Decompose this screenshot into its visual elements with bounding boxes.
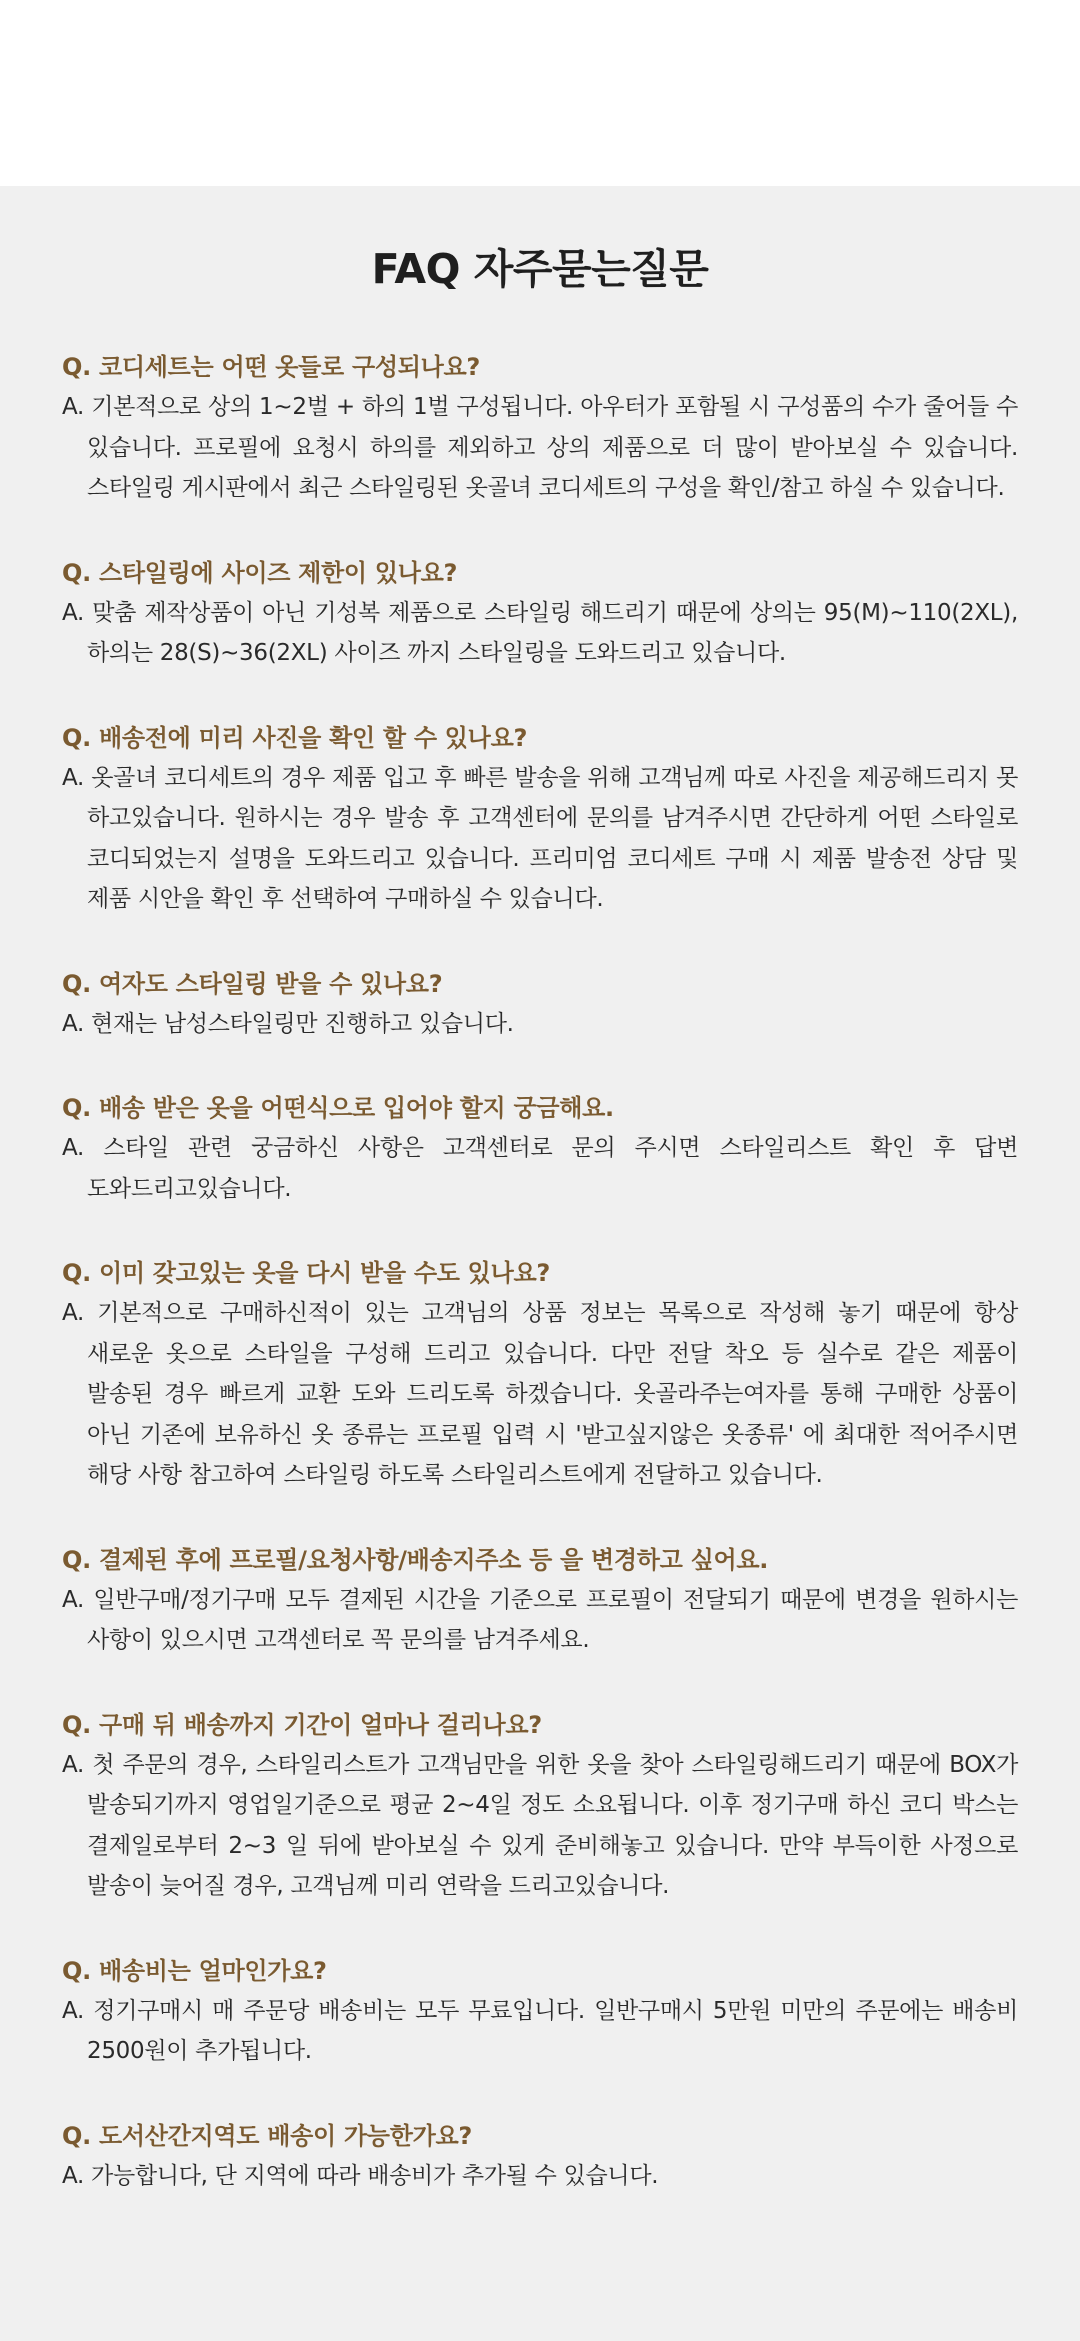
faq-question: Q. 결제된 후에 프로필/요청사항/배송지주소 등 을 변경하고 싶어요. xyxy=(62,1545,769,1574)
faq-item xyxy=(62,1951,1018,2072)
faq-question: Q. 도서산간지역도 배송이 가능한가요? xyxy=(62,2121,472,2150)
faq-item xyxy=(62,347,1018,509)
faq-section xyxy=(0,186,1080,2341)
faq-item xyxy=(62,553,1018,674)
faq-answer: A. 정기구매시 매 주문당 배송비는 모두 무료입니다. 일반구매시 5만원 미만의 주문에는 배송비 2500원이 추가됩니다. xyxy=(62,1997,1018,2064)
faq-question: Q. 스타일링에 사이즈 제한이 있나요? xyxy=(62,558,458,587)
faq-list xyxy=(62,347,1018,2196)
faq-answer: A. 스타일 관련 궁금하신 사항은 고객센터로 문의 주시면 스타일리스트 확인 후 답변 도와드리고있습니다. xyxy=(62,1135,1018,1202)
faq-question: Q. 코디세트는 어떤 옷들로 구성되나요? xyxy=(62,353,481,381)
faq-question: Q. 배송 받은 옷을 어떤식으로 입어야 할지 궁금해요. xyxy=(62,1094,614,1122)
faq-answer: A. 옷골녀 코디세트의 경우 제품 입고 후 빠른 발송을 위해 고객님께 따로 사진을 제공해드리지 못 하고있습니다. 원하시는 경우 발송 후 고객센터에 문의를 남겨주시면 간단하게 어떤 스타일로 코디되었는지 설명을 도와드리고 있습니다. 프리미엄 코디세트 구매 시 제품 발송전 상담 및 제품 시안을 확인 후 선택하여 구매하실 수 있습니다. xyxy=(62,764,1018,912)
faq-title: FAQ 자주묻는질문 xyxy=(371,245,709,293)
faq-answer: A. 기본적으로 상의 1~2벌 + 하의 1벌 구성됩니다. 아우터가 포함될 시 구성품의 수가 줄어들 수 있습니다. 프로필에 요청시 하의를 제외하고 상의 제품으로 더 많이 받아보실 수 있습니다. 스타일링 게시판에서 최근 스타일링된 옷골녀 코디세트의 구성을 확인/참고 하실 수 있습니다. xyxy=(62,394,1018,501)
faq-answer: A. 첫 주문의 경우, 스타일리스트가 고객님만을 위한 옷을 찾아 스타일링해드리기 때문에 BOX가 발송되기까지 영업일기준으로 평균 2~4일 정도 소요됩니다. 이후 정기구매 하신 코디 박스는 결제일로부터 2~3 일 뒤에 받아보실 수 있게 준비해놓고 있습니다. 만약 부득이한 사정으로 발송이 늦어질 경우, 고객님께 미리 연락을 드리고있습니다. xyxy=(62,1751,1018,1899)
faq-question: Q. 여자도 스타일링 받을 수 있나요? xyxy=(62,969,443,998)
faq-question: Q. 구매 뒤 배송까지 기간이 얼마나 걸리나요? xyxy=(62,1710,542,1739)
faq-question: Q. 배송비는 얼마인가요? xyxy=(62,1956,327,1985)
faq-item xyxy=(62,964,1018,1045)
faq-item xyxy=(62,1540,1018,1661)
faq-question: Q. 이미 갖고있는 옷을 다시 받을 수도 있나요? xyxy=(62,1259,550,1287)
faq-answer: A. 기본적으로 구매하신적이 있는 고객님의 상품 정보는 목록으로 작성해 놓기 때문에 항상 새로운 옷으로 스타일을 구성해 드리고 있습니다. 다만 전달 착오 등 실수로 같은 제품이 발송된 경우 빠르게 교환 도와 드리도록 하겠습니다. 옷골라주는여자를 통해 구매한 상품이 아닌 기존에 보유하신 옷 종류는 프로필 입력 시 '받고싶지않은 옷종류' 에 최대한 적어주시면 해당 사항 참고하여 스타일링 하도록 스타일리스트에게 전달하고 있습니다. xyxy=(62,1300,1018,1488)
faq-item xyxy=(62,1088,1018,1209)
faq-answer: A. 가능합니다, 단 지역에 따라 배송비가 추가될 수 있습니다. xyxy=(62,2162,659,2189)
faq-item xyxy=(62,2116,1018,2197)
faq-answer: A. 일반구매/정기구매 모두 결제된 시간을 기준으로 프로필이 전달되기 때문에 변경을 원하시는 사항이 있으시면 고객센터로 꼭 문의를 남겨주세요. xyxy=(62,1586,1018,1653)
faq-question: Q. 배송전에 미리 사진을 확인 할 수 있나요? xyxy=(62,723,528,752)
faq-answer: A. 현재는 남성스타일링만 진행하고 있습니다. xyxy=(62,1010,514,1037)
faq-item xyxy=(62,718,1018,920)
faq-answer: A. 맞춤 제작상품이 아닌 기성복 제품으로 스타일링 해드리기 때문에 상의는 95(M)~110(2XL), 하의는 28(S)~36(2XL) 사이즈 까지 스타일링을 도와드리고 있습니다. xyxy=(62,599,1018,666)
top-blank-area xyxy=(0,0,1080,186)
faq-item xyxy=(62,1253,1018,1496)
faq-item xyxy=(62,1705,1018,1907)
